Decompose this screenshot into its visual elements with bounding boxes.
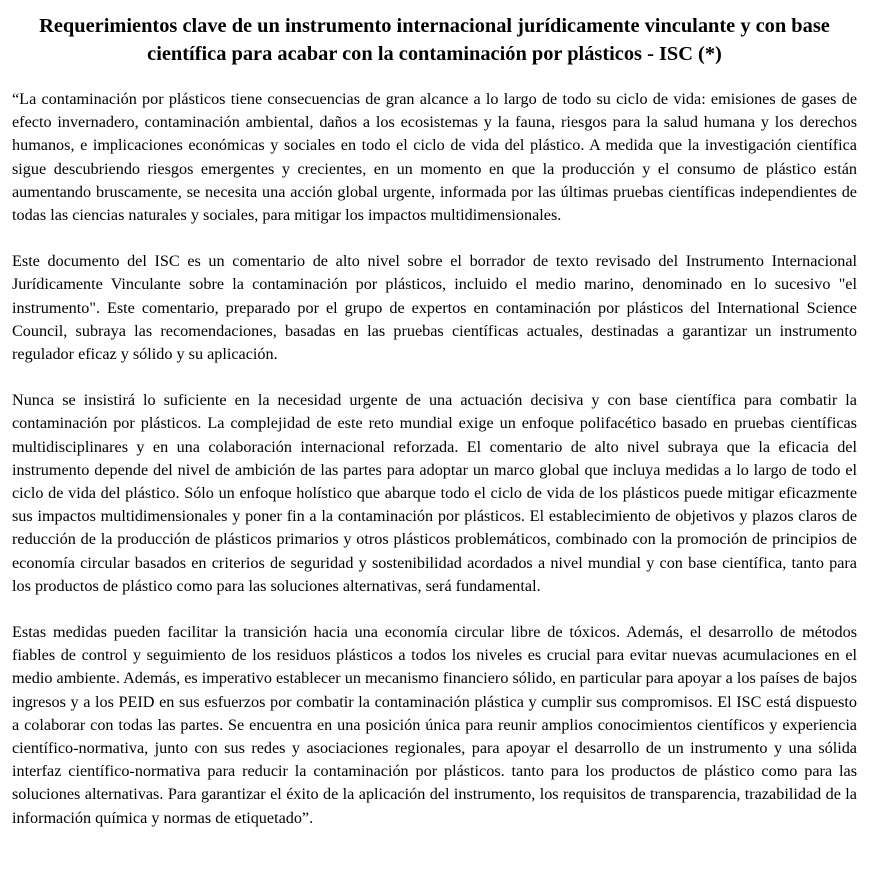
document-title: Requerimientos clave de un instrumento internacional jurídicamente vinculante y con base científica para acabar con la contaminación por plásticos - ISC (*) [39,15,830,65]
paragraph-1: “La contaminación por plásticos tiene consecuencias de gran alcance a lo largo de todo su ciclo de vida: emisiones de gases de efecto invernadero, contaminación ambiental, daños a los ecosistemas y la fauna, riesgos para la salud humana y los derechos humanos, e implicaciones económicas y sociales en todo el ciclo de vida del plástico. A medida que la investigación científica sigue descubriendo riesgos emergentes y crecientes, en un momento en que la producción y el consumo de plástico están aumentando bruscamente, se necesita una acción global urgente, informada por las últimas pruebas científicas independientes de todas las ciencias naturales y sociales, para mitigar los impactos multidimensionales. [12,90,857,225]
paragraph-2: Este documento del ISC es un comentario de alto nivel sobre el borrador de texto revisado del Instrumento Internacional Jurídicamente Vinculante sobre la contaminación por plásticos, incluido el medio marino, denominado en lo sucesivo "el instrumento". Este comentario, preparado por el grupo de expertos en contaminación por plásticos del International Science Council, subraya las recomendaciones, basadas en las pruebas científicas actuales, destinadas a garantizar un instrumento regulador eficaz y sólido y su aplicación. [12,252,857,364]
paragraph-3: Nunca se insistirá lo suficiente en la necesidad urgente de una actuación decisiva y con base científica para combatir la contaminación por plásticos. La complejidad de este reto mundial exige un enfoque polifacético basado en pruebas científicas multidisciplinares y en una colaboración internacional reforzada. El comentario de alto nivel subraya que la eficacia del instrumento depende del nivel de ambición de las partes para adoptar un marco global que incluya medidas a lo largo de todo el ciclo de vida del plástico. Sólo un enfoque holístico que abarque todo el ciclo de vida de los plásticos puede mitigar eficazmente sus impactos multidimensionales y poner fin a la contaminación por plásticos. El establecimiento de objetivos y plazos claros de reducción de la producción de plásticos primarios y otros plásticos problemáticos, combinado con la promoción de principios de economía circular basados en criterios de seguridad y sostenibilidad acordados a nivel mundial y con base científica, tanto para los productos de plástico como para las soluciones alternativas, será fundamental. [12,391,857,595]
document-page [12,12,857,830]
paragraph-4: Estas medidas pueden facilitar la transición hacia una economía circular libre de tóxicos. Además, el desarrollo de métodos fiables de control y seguimiento de los residuos plásticos a todos los niveles es crucial para evitar nuevas acumulaciones en el medio ambiente. Además, es imperativo establecer un mecanismo financiero sólido, en particular para apoyar a los países de bajos ingresos y a los PEID en sus esfuerzos por combatir la contaminación plástica y cumplir sus compromisos. El ISC está dispuesto a colaborar con todas las partes. Se encuentra en una posición única para reunir amplios conocimientos científicos y experiencia científico-normativa, junto con sus redes y asociaciones regionales, para apoyar el desarrollo de un instrumento y una sólida interfaz científico-normativa para reducir la contaminación por plásticos. tanto para los productos de plástico como para las soluciones alternativas. Para garantizar el éxito de la aplicación del instrumento, los requisitos de transparencia, trazabilidad de la información química y normas de etiquetado”. [12,623,857,827]
